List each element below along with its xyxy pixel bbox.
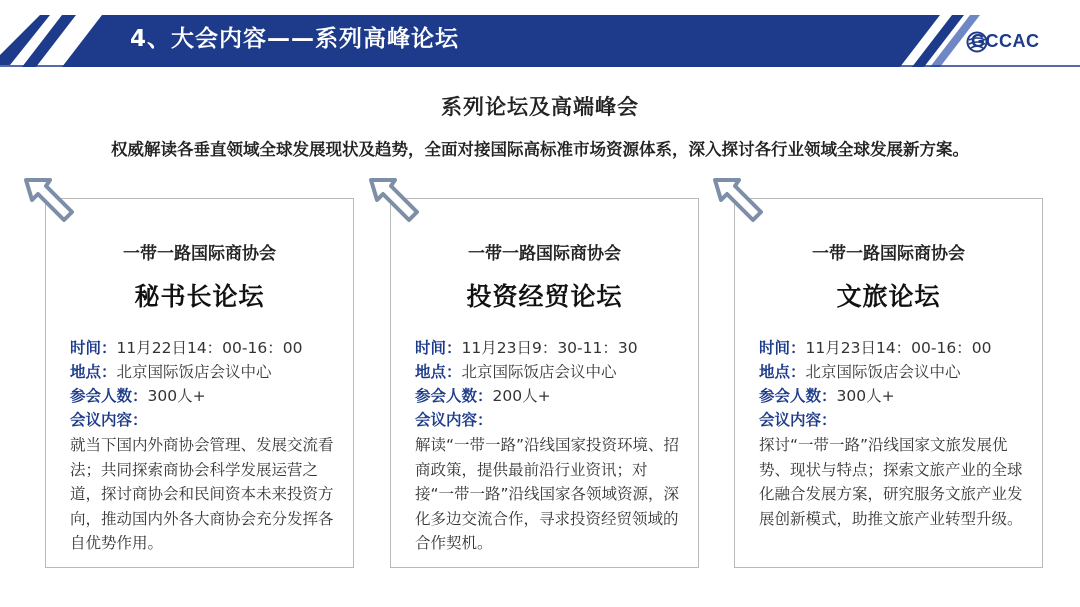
place-label: 地点： <box>70 363 117 381</box>
time-value: 11月22日14：00-16：00 <box>116 339 303 357</box>
page-title: 4、大会内容——系列高峰论坛 <box>130 26 460 52</box>
forum-org: 一带一路国际商协会 <box>468 244 621 264</box>
content-row <box>415 408 685 432</box>
forum-info <box>70 336 340 556</box>
place-row <box>415 360 685 384</box>
content-row <box>759 408 1029 432</box>
corner-arrow-icon <box>20 172 82 234</box>
time-row <box>70 336 340 360</box>
attendees-row <box>415 384 685 408</box>
forum-card-investment-trade <box>390 198 699 568</box>
content-text: 就当下国内外商协会管理、发展交流看法；共同探索商协会科学发展运营之道，探讨商协会和民间资本未来投资方向，推动国内外各大商协会充分发挥各自优势作用。 <box>70 436 334 552</box>
content-label: 会议内容： <box>759 411 837 429</box>
place-row <box>759 360 1029 384</box>
attendees-label: 参会人数： <box>70 387 148 405</box>
corner-arrow-icon <box>365 172 427 234</box>
forum-info <box>759 336 1029 531</box>
time-value: 11月23日9：30-11：30 <box>461 339 638 357</box>
time-row <box>415 336 685 360</box>
header-banner <box>0 15 1080 67</box>
corner-arrow-icon <box>709 172 771 234</box>
place-value: 北京国际饭店会议中心 <box>116 363 272 381</box>
attendees-label: 参会人数： <box>759 387 837 405</box>
forum-info <box>415 336 685 556</box>
logo-text: GCCAC <box>971 31 1040 51</box>
content-row <box>70 408 340 432</box>
place-row <box>70 360 340 384</box>
attendees-value: 300人+ <box>147 387 206 405</box>
content-label: 会议内容： <box>415 411 493 429</box>
place-label: 地点： <box>759 363 806 381</box>
attendees-value: 200人+ <box>492 387 551 405</box>
content-label: 会议内容： <box>70 411 148 429</box>
attendees-value: 300人+ <box>836 387 895 405</box>
gccac-logo <box>966 31 1040 52</box>
section-description: 权威解读各垂直领域全球发展现状及趋势，全面对接国际高标准市场资源体系，深入探讨各行业领域全球发展新方案。 <box>111 140 969 159</box>
place-value: 北京国际饭店会议中心 <box>805 363 961 381</box>
content-text: 探讨“一带一路”沿线国家文旅发展优势、现状与特点；探索文旅产业的全球化融合发展方案，研究服务文旅产业发展创新模式，助推文旅产业转型升级。 <box>759 436 1023 528</box>
place-label: 地点： <box>415 363 462 381</box>
forum-name: 投资经贸论坛 <box>466 282 623 311</box>
forum-card-culture-tourism <box>734 198 1043 568</box>
attendees-row <box>759 384 1029 408</box>
forum-org: 一带一路国际商协会 <box>123 244 276 264</box>
section-title: 系列论坛及高端峰会 <box>441 95 639 119</box>
time-value: 11月23日14：00-16：00 <box>805 339 992 357</box>
time-label: 时间： <box>759 339 806 357</box>
forum-name: 秘书长论坛 <box>134 282 265 311</box>
content-text: 解读“一带一路”沿线国家投资环境、招商政策，提供最前沿行业资讯；对接“一带一路”沿线国家各领域资源，深化多边交流合作，寻求投资经贸领域的合作契机。 <box>415 436 680 552</box>
forum-org: 一带一路国际商协会 <box>812 244 965 264</box>
attendees-row <box>70 384 340 408</box>
forum-name: 文旅论坛 <box>836 282 941 311</box>
time-label: 时间： <box>415 339 462 357</box>
forum-card-secretary-general <box>45 198 354 568</box>
globe-icon <box>966 31 988 53</box>
attendees-label: 参会人数： <box>415 387 493 405</box>
place-value: 北京国际饭店会议中心 <box>461 363 617 381</box>
time-label: 时间： <box>70 339 117 357</box>
time-row <box>759 336 1029 360</box>
